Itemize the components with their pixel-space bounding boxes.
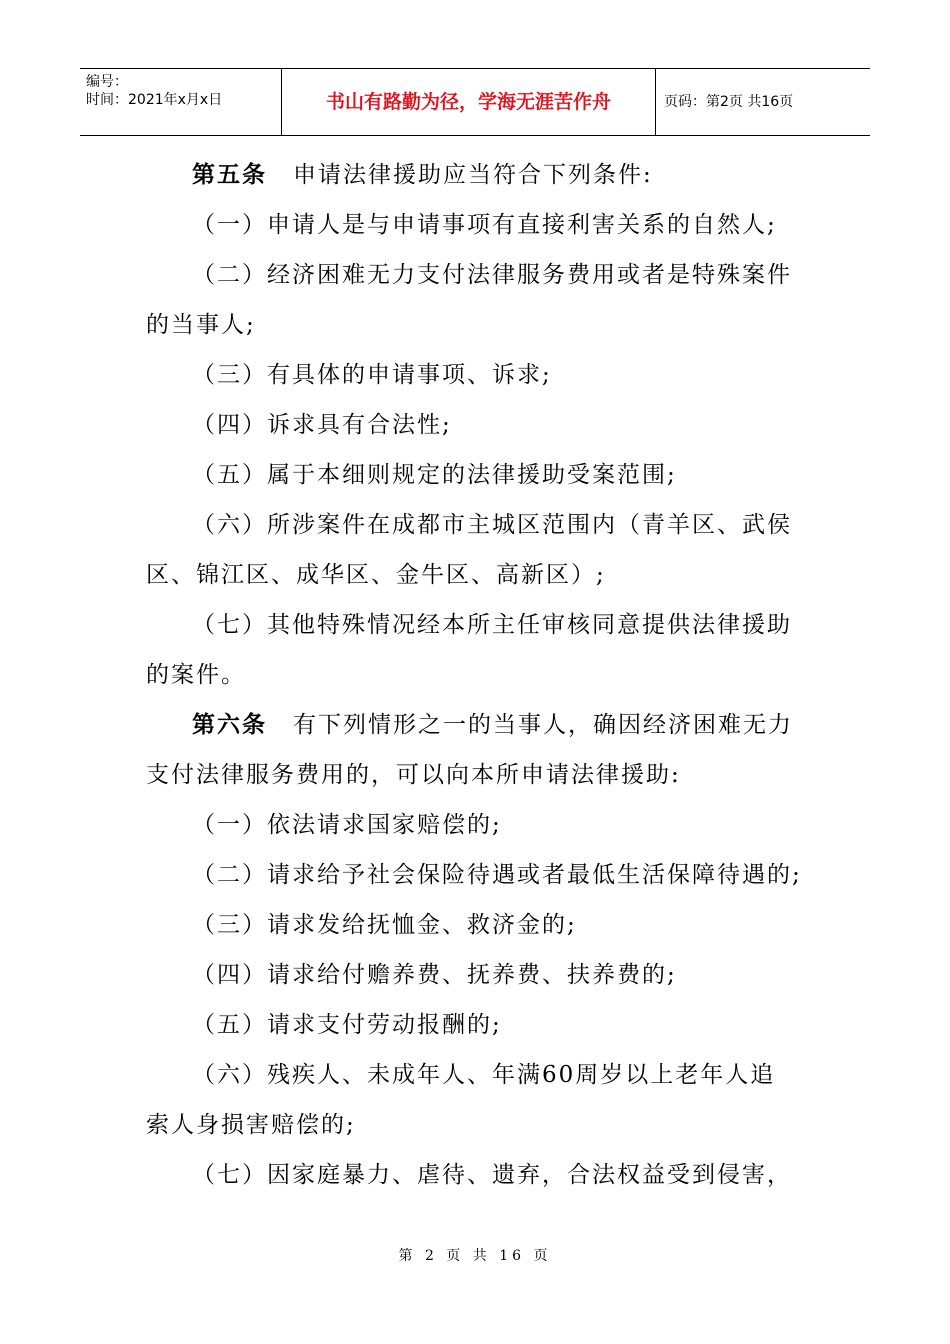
article-5-item: （七）其他特殊情况经本所主任审核同意提供法律援助 (192, 612, 792, 638)
article-5-item-continuation: 的案件。 (146, 662, 246, 688)
document-time-label: 时间：2021年x月x日 (86, 92, 223, 108)
article-6-item: （五）请求支付劳动报酬的; (192, 1012, 502, 1038)
article-6-item: （二）请求给予社会保险待遇或者最低生活保障待遇的; (192, 862, 802, 888)
header-motto: 书山有路勤为径，学海无涯苦作舟 (282, 69, 656, 135)
article-6-item: （一）依法请求国家赔偿的; (192, 812, 502, 838)
article-6-item: （六）残疾人、未成年人、年满60周岁以上老年人追 (192, 1062, 776, 1088)
header-page-info: 页码：第2页 共16页 (664, 94, 794, 110)
article-6-item: （七）因家庭暴力、虐待、遗弃，合法权益受到侵害， (192, 1162, 792, 1188)
document-body (146, 150, 810, 1200)
article-6-intro: 有下列情形之一的当事人，确因经济困难无力 (293, 712, 793, 738)
article-6-intro-continuation: 支付法律服务费用的，可以向本所申请法律援助: (146, 762, 681, 788)
article-5-item-continuation: 区、锦江区、成华区、金牛区、高新区）; (146, 562, 606, 588)
article-5-intro: 申请法律援助应当符合下列条件: (293, 162, 653, 188)
article-6-item: （四）请求给付赡养费、抚养费、扶养费的; (192, 962, 677, 988)
article-5-item: （五）属于本细则规定的法律援助受案范围; (192, 462, 677, 488)
page-footer: 第 2 页 共 16 页 (398, 1248, 552, 1264)
article-5-item: （六）所涉案件在成都市主城区范围内（青羊区、武侯 (192, 512, 792, 538)
article-6-title: 第六条 (192, 711, 267, 738)
page-header (80, 68, 870, 136)
article-5-item-continuation: 的当事人; (146, 312, 256, 338)
article-6-item-continuation: 索人身损害赔偿的; (146, 1112, 356, 1138)
article-5-item: （一）申请人是与申请事项有直接利害关系的自然人; (192, 212, 777, 238)
article-6-item: （三）请求发给抚恤金、救济金的; (192, 912, 577, 938)
article-5-item: （四）诉求具有合法性; (192, 412, 452, 438)
article-6-heading (146, 700, 810, 750)
header-meta (80, 69, 282, 135)
article-5-item: （三）有具体的申请事项、诉求; (192, 362, 552, 388)
document-number-label: 编号： (86, 74, 128, 90)
article-5-heading (146, 150, 810, 200)
article-5-title: 第五条 (192, 161, 267, 188)
article-5-item: （二）经济困难无力支付法律服务费用或者是特殊案件 (192, 262, 792, 288)
